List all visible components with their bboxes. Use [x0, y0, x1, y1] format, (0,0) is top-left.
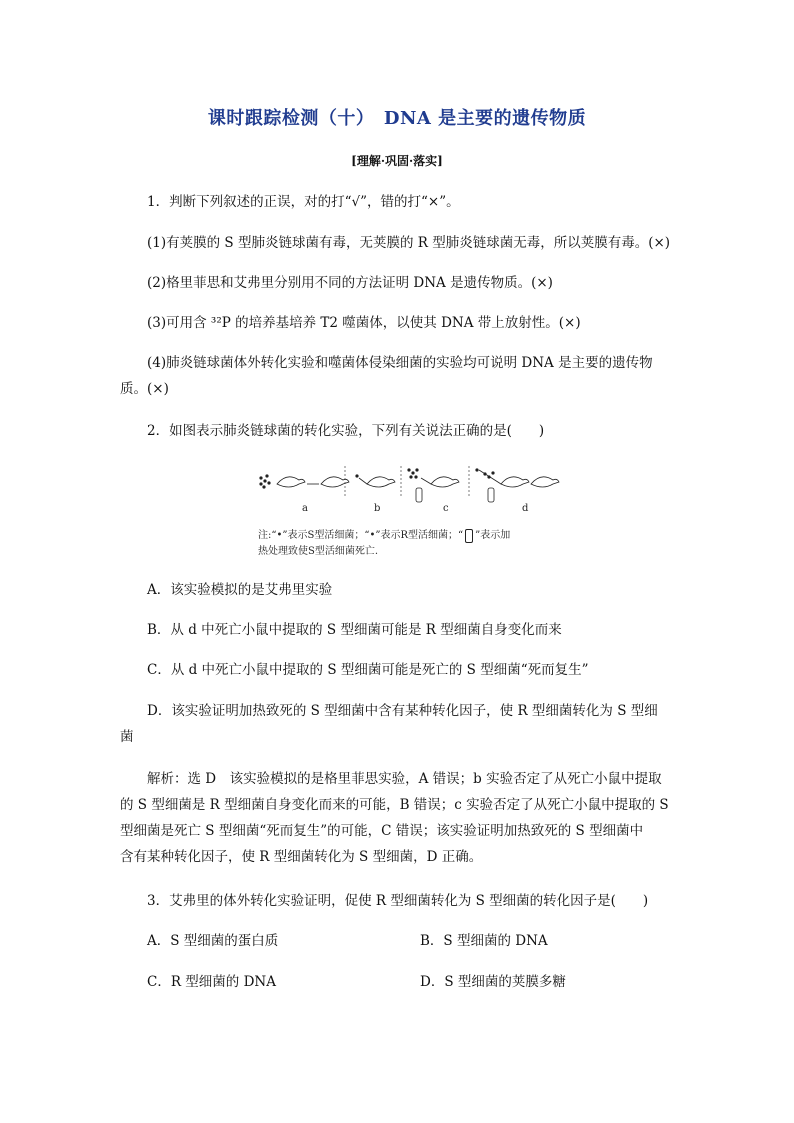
question-3-option-c: C．R 型细菌的 DNA: [147, 974, 276, 990]
tube-glyph-icon: [465, 529, 473, 543]
mouse-d2: [531, 477, 559, 487]
question-2-analysis-3: 型细菌是死亡 S 型细菌“死而复生”的可能，C 错误；该实验证明加热致死的 S 型细菌中: [120, 823, 644, 839]
s-bacteria-dots-c: [407, 468, 418, 478]
mouse-a1: [277, 477, 305, 487]
question-1-item-1: (1)有荚膜的 S 型肺炎链球菌有毒，无荚膜的 R 型肺炎链球菌无毒，所以荚膜有毒。(×): [147, 235, 671, 251]
page-title: 课时跟踪检测（十） DNA 是主要的遗传物质: [207, 108, 587, 129]
heat-tube-c: [416, 488, 422, 502]
question-1-item-4: (4)肺炎链球菌体外转化实验和噬菌体侵染细菌的实验均可说明 DNA 是主要的遗传物: [147, 355, 653, 371]
figure-note-text-1: 注:“•”表示S型活细菌；“•”表示R型活细菌；“: [258, 530, 464, 541]
mouse-c: [431, 477, 459, 487]
question-2-option-d: D．该实验证明加热致死的 S 型细菌中含有某种转化因子，使 R 型细菌转化为 S 型细: [147, 703, 658, 719]
page-subtitle: [理解·巩固·落实]: [351, 154, 443, 168]
figure-label-c: c: [443, 503, 449, 514]
question-3-stem: 3．艾弗里的体外转化实验证明，促使 R 型细菌转化为 S 型细菌的转化因子是( ): [147, 893, 649, 909]
figure-label-a: a: [302, 503, 308, 514]
question-2-analysis-1: 解析：选 D 该实验模拟的是格里菲思实验，A 错误；b 实验否定了从死亡小鼠中提取: [147, 771, 662, 787]
s-bacteria-dots-d: [483, 471, 494, 478]
question-2-option-c: C．从 d 中死亡小鼠中提取的 S 型细菌可能是死亡的 S 型细菌“死而复生”: [147, 662, 589, 678]
question-3-option-b: B．S 型细菌的 DNA: [420, 933, 548, 949]
question-2-analysis-4: 含有某种转化因子，使 R 型细菌转化为 S 型细菌，D 正确。: [120, 849, 483, 865]
question-2-stem: 2．如图表示肺炎链球菌的转化实验，下列有关说法正确的是( ): [147, 423, 545, 439]
mouse-d1: [501, 477, 529, 487]
figure-note: [258, 528, 578, 560]
heat-tube-d: [488, 488, 494, 502]
s-bacteria-dots-a: [259, 474, 270, 488]
question-2-option-a: A．该实验模拟的是艾弗里实验: [147, 582, 333, 598]
figure-label-b: b: [374, 503, 381, 514]
question-1-stem: 1．判断下列叙述的正误，对的打“√”，错的打“×”。: [147, 194, 460, 210]
mouse-b: [367, 477, 395, 487]
question-3-option-a: A．S 型细菌的蛋白质: [147, 933, 279, 949]
figure-note-text-1b: ”表示加: [475, 530, 511, 541]
figure-note-text-2: 热处理致使S型活细菌死亡.: [258, 546, 379, 557]
question-1-item-3: (3)可用含 ³²P 的培养基培养 T2 噬菌体，以使其 DNA 带上放射性。(×): [147, 315, 581, 331]
question-2-option-b: B．从 d 中死亡小鼠中提取的 S 型细菌可能是 R 型细菌自身变化而来: [147, 622, 562, 638]
question-1-item-2: (2)格里菲思和艾弗里分别用不同的方法证明 DNA 是遗传物质。(×): [147, 275, 553, 291]
question-2-analysis-2: 的 S 型细菌是 R 型细菌自身变化而来的可能，B 错误；c 实验否定了从死亡小鼠中提取的 S: [120, 797, 669, 813]
question-3-option-d: D．S 型细菌的荚膜多糖: [420, 974, 566, 990]
question-2-option-d-cont: 菌: [120, 729, 134, 745]
question-1-item-4-cont: 质。(×): [120, 381, 169, 397]
figure-label-d: d: [522, 503, 529, 514]
